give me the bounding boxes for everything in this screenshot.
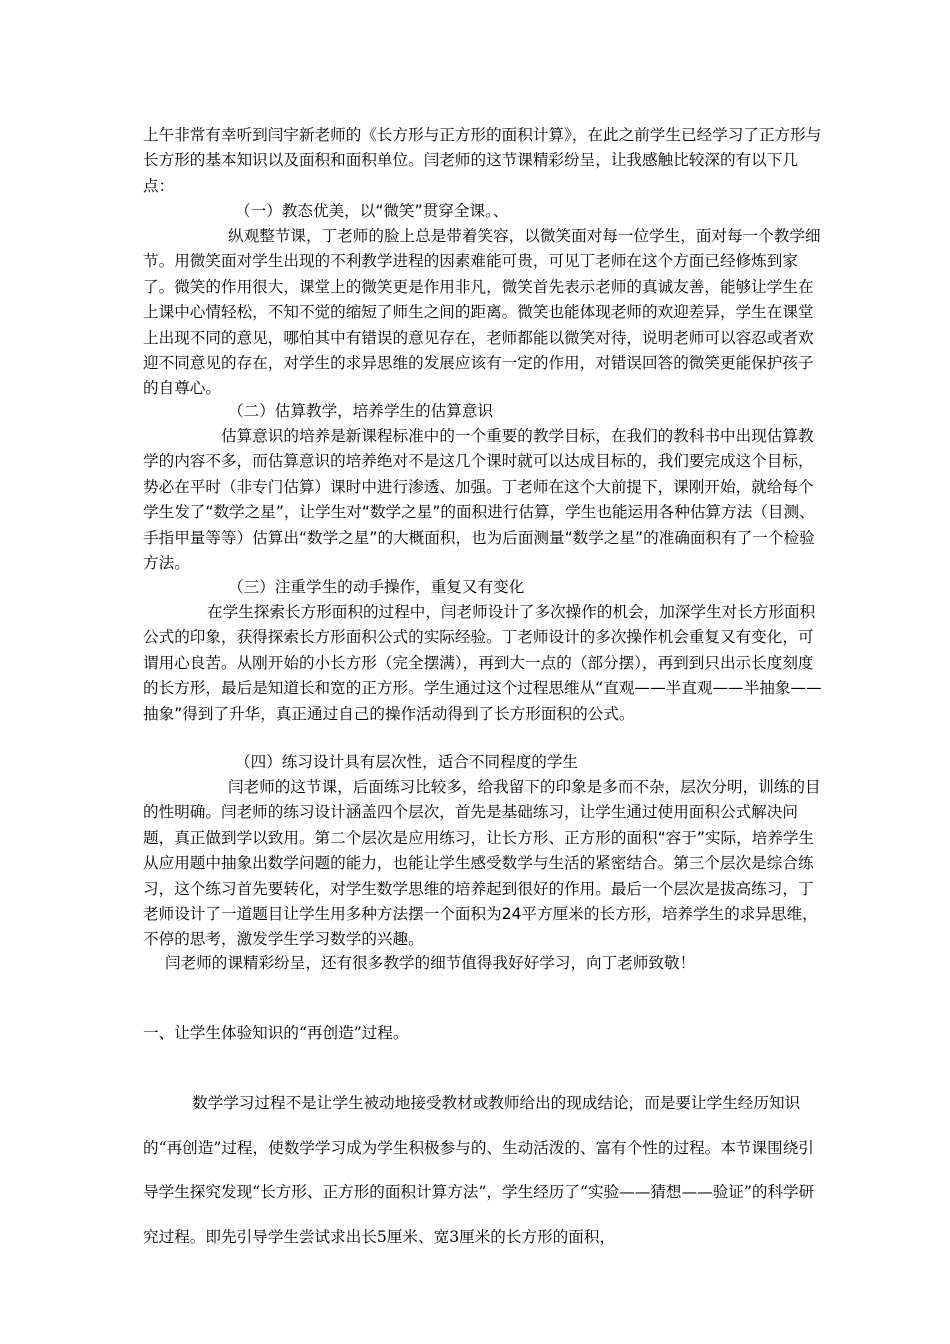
heading-4-text: （四）练习设计具有层次性，适合不同程度的学生 <box>235 753 579 771</box>
paragraph-3-text: 在学生探索长方形面积的过程中，闫老师设计了多次操作的机会，加深学生对长方形面积公式的印象，获得探索长方形面积公式的实际经验。丁老师设计的多次操作机会重复又有变化，可谓用心良苦。从刚开始的小长方形（完全摆满），再到大一点的（部分摆），再到到只出示长度刻度的长方形，最后是知道长和宽的正方形。学生通过这个过程思维从“直观——半直观——半抽象——抽象”得到了升华，真正通过自己的操作活动得到了长方形面积的公式。 <box>143 603 822 723</box>
paragraph-5-text: 数学学习过程不是让学生被动地接受教材或教师给出的现成结论，而是要让学生经历知识的“再创造”过程，使数学学习成为学生积极参与的、生动活泼的、富有个性的过程。本节课围绕引导学生探究发现“长方形、正方形的面积计算方法”，学生经历了“实验——猜想——验证”的科学研究过程。即先引导学生尝试求出长5厘米、宽3厘米的长方形的面积， <box>143 1094 815 1246</box>
paragraph-4-text: 闫老师的这节课，后面练习比较多，给我留下的印象是多而不杂，层次分明，训练的目的性明确。闫老师的练习设计涵盖四个层次，首先是基础练习，让学生通过使用面积公式解决问题，真正做到学以致用。第二个层次是应用练习，让长方形、正方形的面积“容于”实际，培养学生从应用题中抽象出数学问题的能力，也能让学生感受数学与生活的紧密结合。第三个层次是综合练习，这个练习首先要转化，对学生数学思维的培养起到很好的作用。最后一个层次是拔高练习，丁老师设计了一道题目让学生用多种方法摆一个面积为24平方厘米的长方形，培养学生的求异思维，不停的思考，激发学生学习数学的兴趣。 <box>143 778 821 949</box>
paragraph-4 <box>143 775 823 953</box>
heading-3-text: （三）注重学生的动手操作，重复又有变化 <box>228 578 525 596</box>
paragraph-1 <box>143 224 823 402</box>
heading-2 <box>143 399 823 424</box>
intro-paragraph <box>143 123 823 199</box>
heading-2-text: （二）估算教学，培养学生的估算意识 <box>228 402 494 420</box>
section-heading-text: 一、让学生体验知识的“再创造”过程。 <box>143 1024 409 1042</box>
heading-4 <box>143 750 823 775</box>
paragraph-5 <box>143 1081 823 1259</box>
intro-text: 上午非常有幸听到闫宇新老师的《长方形与正方形的面积计算》，在此之前学生已经学习了正方形与长方形的基本知识以及面积和面积单位。闫老师的这节课精彩纷呈，让我感触比较深的有以下几点： <box>143 126 822 195</box>
closing-paragraph <box>143 951 823 976</box>
paragraph-2-text: 估算意识的培养是新课程标准中的一个重要的教学目标，在我们的教科书中出现估算教学的内容不多，而估算意识的培养绝对不是这几个课时就可以达成目标的，我们要完成这个目标，势必在平时（非专门估算）课时中进行渗透、加强。丁老师在这个大前提下，课刚开始，就给每个学生发了“数学之星”，让学生对“数学之星”的面积进行估算，学生也能运用各种估算方法（目测、手指甲量等等）估算出“数学之星”的大概面积，也为后面测量“数学之星”的准确面积有了一个检验方法。 <box>143 427 815 573</box>
section-heading <box>143 1020 823 1046</box>
heading-1-text: （一）教态优美，以“微笑”贯穿全课。、 <box>235 202 509 220</box>
paragraph-2 <box>143 424 823 576</box>
heading-3 <box>143 575 823 600</box>
paragraph-1-text: 纵观整节课，丁老师的脸上总是带着笑容，以微笑面对每一位学生，面对每一个教学细节。用微笑面对学生出现的不利教学进程的因素难能可贵，可见丁老师在这个方面已经修炼到家了。微笑的作用很大，课堂上的微笑更是作用非凡，微笑首先表示老师的真诚友善，能够让学生在上课中心情轻松，不知不觉的缩短了师生之间的距离。微笑也能体现老师的欢迎差异，学生在课堂上出现不同的意见，哪怕其中有错误的意见存在，老师都能以微笑对待，说明老师可以容忍或者欢迎不同意见的存在，对学生的求异思维的发展应该有一定的作用，对错误回答的微笑更能保护孩子的自尊心。 <box>143 227 821 398</box>
heading-1 <box>143 199 823 224</box>
closing-text: 闫老师的课精彩纷呈，还有很多教学的细节值得我好好学习，向丁老师致敬！ <box>165 954 696 972</box>
paragraph-3 <box>143 600 823 727</box>
